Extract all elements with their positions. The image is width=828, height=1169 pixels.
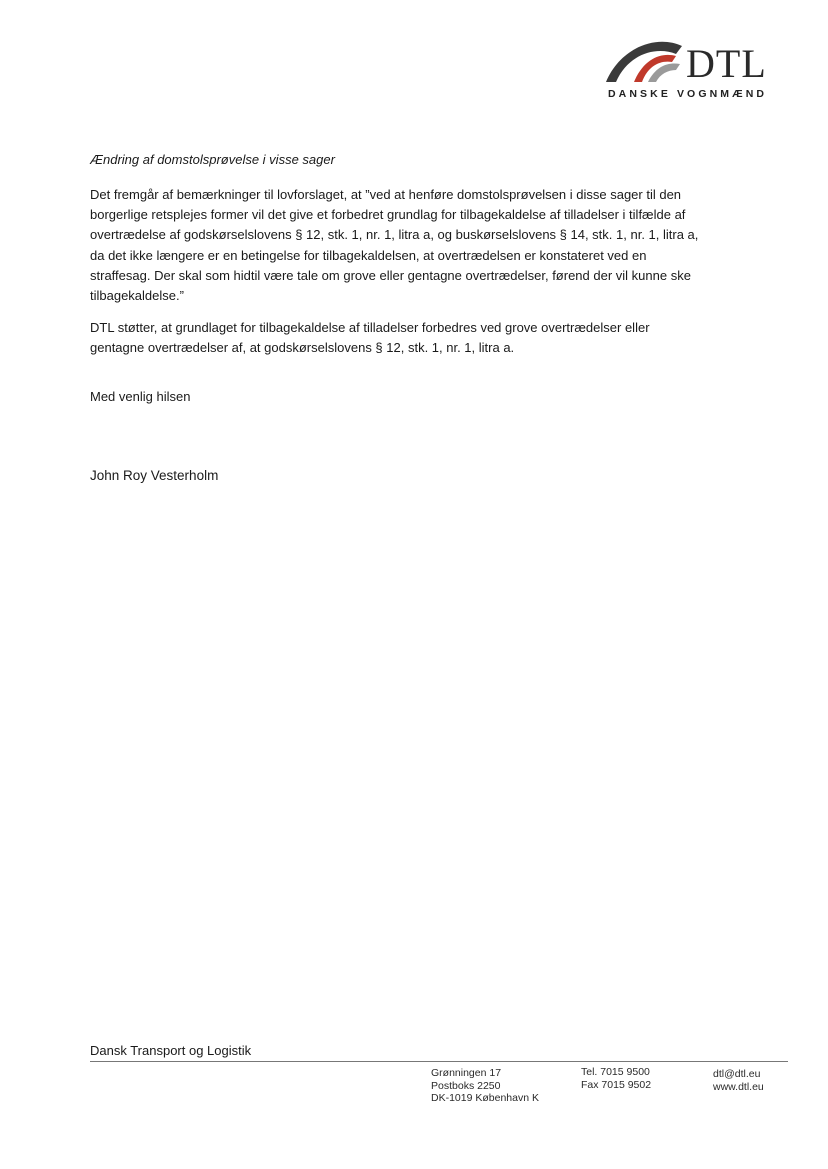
- logo-tagline: DANSKE VOGNMÆND: [608, 88, 768, 100]
- letter-body: [90, 150, 700, 420]
- phone-fax: Fax 7015 9502: [581, 1078, 652, 1091]
- address-street: Grønningen 17: [431, 1067, 502, 1079]
- footer-email: dtl@dtl.eu: [713, 1068, 761, 1080]
- footer-address: [431, 1067, 539, 1105]
- letter-closing: Med venlig hilsen: [90, 388, 191, 404]
- logo-brand-text: DTL: [686, 41, 767, 86]
- address-city: DK-1019 København K: [431, 1092, 539, 1104]
- address-pobox: Postboks 2250: [431, 1079, 501, 1092]
- phone-tel: Tel. 7015 9500: [581, 1066, 650, 1078]
- logo-swoosh-icon: [604, 36, 694, 86]
- dtl-logo: [604, 36, 774, 102]
- letter-subject: Ændring af domstolsprøvelse i visse sager: [90, 152, 335, 167]
- footer-phone: [581, 1066, 651, 1091]
- signature-name: John Roy Vesterholm: [90, 468, 219, 483]
- footer-web: [713, 1068, 764, 1093]
- footer-website: www.dtl.eu: [713, 1080, 764, 1093]
- paragraph-2: DTL støtter, at grundlaget for tilbagekaldelse af tilladelser forbedres ved grove overtrædelser eller gentagne overtrædelser af, at godskørselslovens § 12, stk. 1, nr. 1, litra a.: [90, 320, 650, 356]
- paragraph-1: Det fremgår af bemærkninger til lovforslaget, at ”ved at henføre domstolsprøvelsen i disse sager til den borgerlige retsplejes former vil det give et forbedret grundlag for tilbagekaldelse af tilladelser i tilfælde af overtrædelse af godskørselslovens § 12, stk. 1, nr. 1, litra a, og buskørselslovens § 14, stk. 1, nr. 1, litra a, da det ikke længere er en betingelse for tilbagekaldelsen, at overtrædelsen er konstateret ved en straffesag. Der skal som hidtil være tale om grove eller gentagne overtrædelser, førend der vil kunne ske tilbagekaldelse.”: [90, 187, 699, 304]
- footer-divider: [90, 1061, 788, 1062]
- footer-company-name: Dansk Transport og Logistik: [90, 1043, 252, 1058]
